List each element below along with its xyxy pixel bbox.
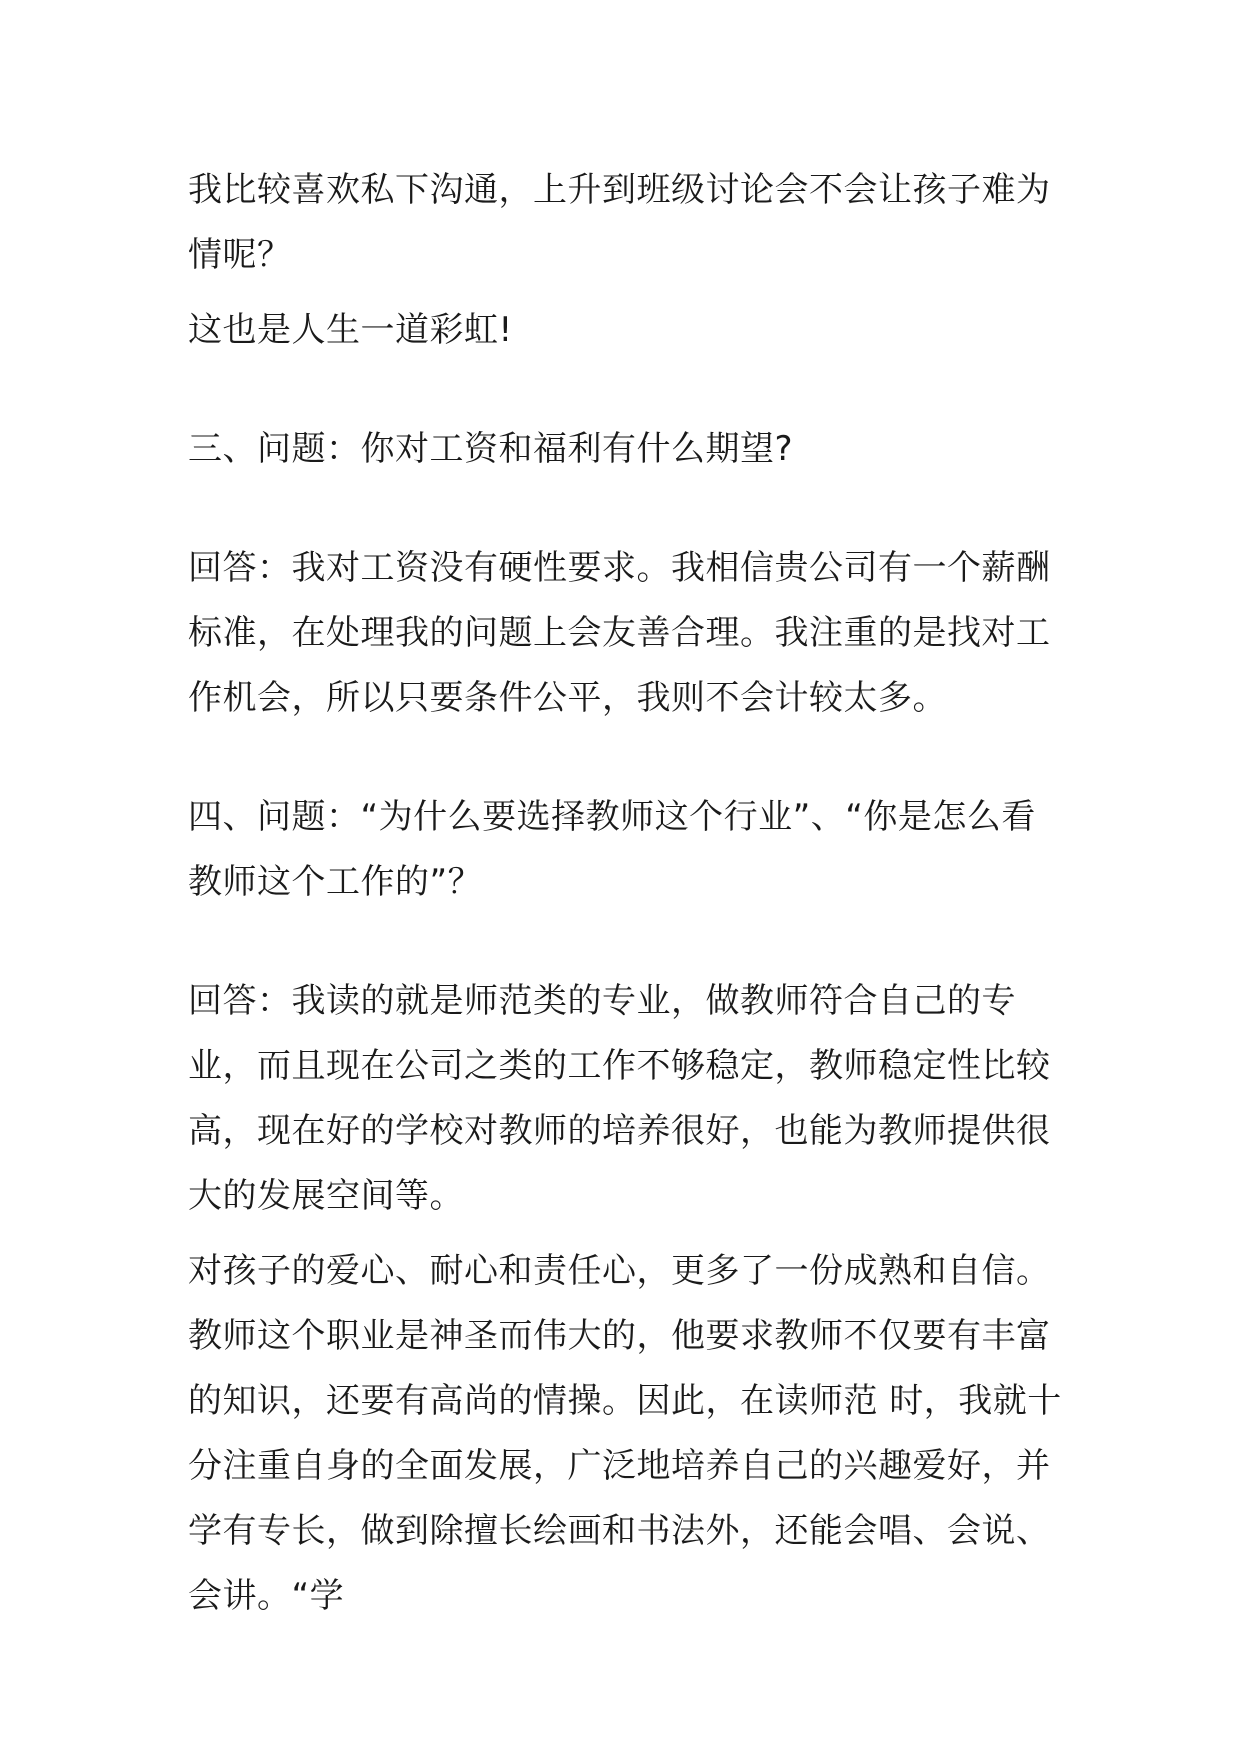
paragraph-7: 对孩子的爱心、耐心和责任心，更多了一份成熟和自信。教师这个职业是神圣而伟大的，他要求教师不仅要有丰富的知识，还要有高尚的情操。因此，在读师范 时，我就十分注重自身的全面发展，广泛地培养自己的兴趣爱好，并学有专长，做到除擅长绘画和书法外，还能会唱、会说、会讲。“学 [188, 1251, 1062, 1616]
section-heading-3: 三、问题：你对工资和福利有什么期望? [188, 429, 794, 469]
paragraph-2: 这也是人生一道彩虹! [188, 310, 513, 350]
paragraph-1: 我比较喜欢私下沟通，上升到班级讨论会不会让孩子难为情呢？ [188, 170, 1051, 275]
answer-4: 回答：我读的就是师范类的专业，做教师符合自己的专业，而且现在公司之类的工作不够稳定，教师稳定性比较高，现在好的学校对教师的培养很好，也能为教师提供很大的发展空间等。 [188, 981, 1051, 1216]
section-heading-4: 四、问题：“为什么要选择教师这个行业”、“你是怎么看教师这个工作的”？ [188, 797, 1036, 902]
document-body [188, 158, 1068, 1629]
answer-3: 回答：我对工资没有硬性要求。我相信贵公司有一个薪酬标准，在处理我的问题上会友善合理。我注重的是找对工作机会，所以只要条件公平，我则不会计较太多。 [188, 548, 1051, 718]
